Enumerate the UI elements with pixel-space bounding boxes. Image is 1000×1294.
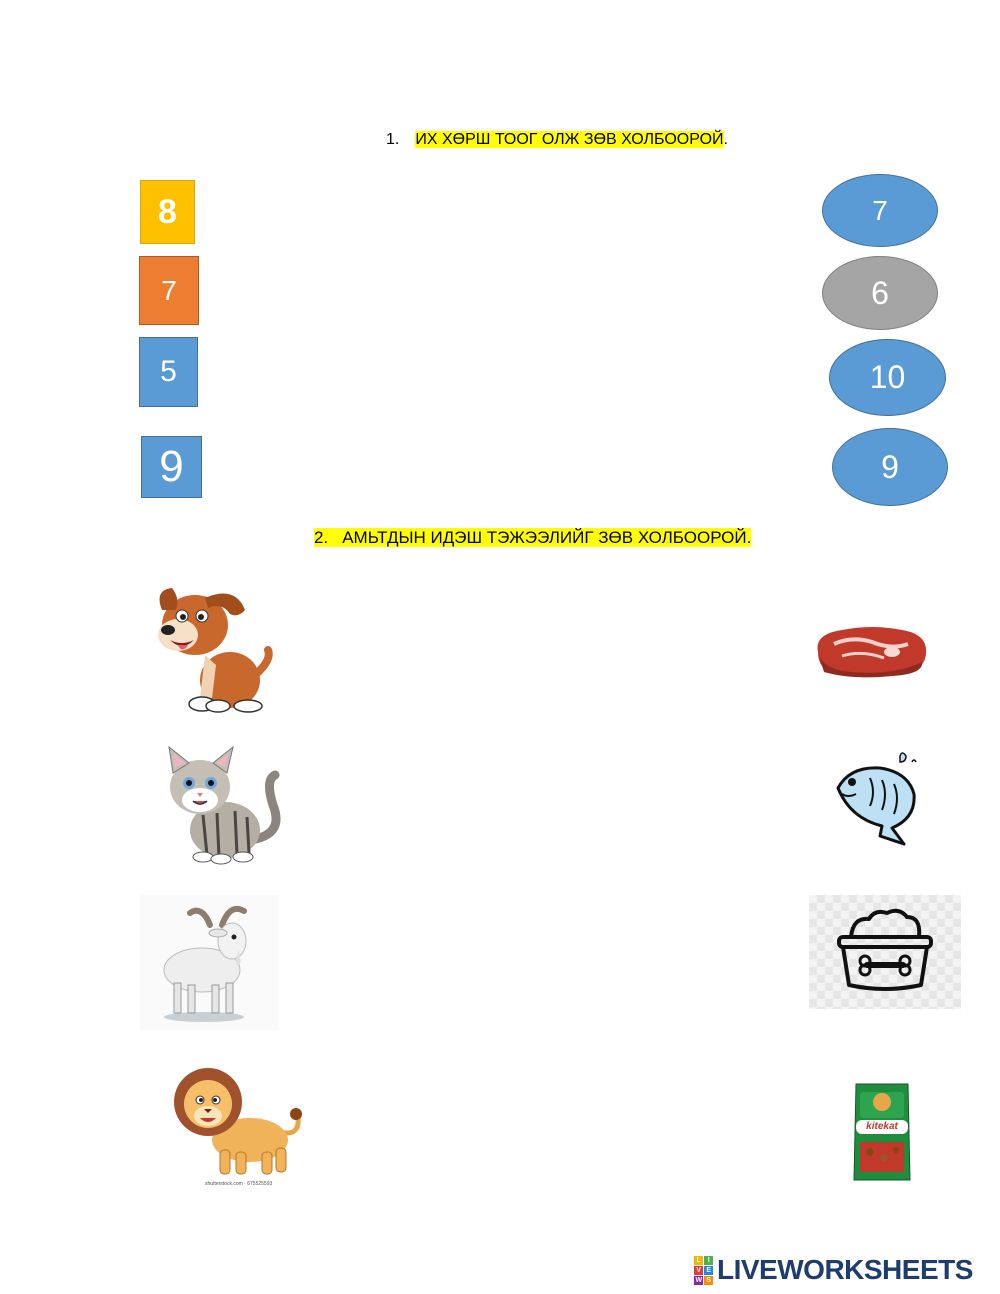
section2-number: 2. xyxy=(314,528,329,547)
lion-icon[interactable] xyxy=(170,1062,305,1192)
number-oval-7[interactable]: 7 xyxy=(822,174,938,247)
section1-title xyxy=(386,131,728,149)
section1-title-text: ИХ ХӨРШ ТООГ ОЛЖ ЗӨВ ХОЛБООРОЙ xyxy=(415,131,724,148)
section1-title-suffix: . xyxy=(723,131,728,148)
cat-food-bag-icon[interactable] xyxy=(850,1080,914,1185)
goat-icon[interactable] xyxy=(140,895,278,1030)
section1-number: 1. xyxy=(386,131,400,148)
section2-title-box xyxy=(314,528,751,547)
food-bag-label: kitekat xyxy=(866,1121,898,1132)
fish-icon[interactable] xyxy=(830,748,920,848)
meat-icon[interactable] xyxy=(812,622,930,680)
number-oval-10[interactable]: 10 xyxy=(829,339,946,416)
section2-title xyxy=(314,528,751,548)
brand-name: LIVEWORKSHEETS xyxy=(717,1254,973,1285)
dog-icon[interactable] xyxy=(150,580,275,715)
liveworksheets-logo[interactable] xyxy=(694,1254,973,1286)
section2-title-text: АМЬТДЫН ИДЭШ ТЭЖЭЭЛИЙГ ЗӨВ ХОЛБООРОЙ. xyxy=(342,528,752,547)
number-box-9[interactable]: 9 xyxy=(141,436,202,498)
number-oval-6[interactable]: 6 xyxy=(822,256,938,330)
number-oval-9[interactable]: 9 xyxy=(832,428,948,506)
brand-logo-mark: L I V E W S xyxy=(694,1256,713,1285)
cat-icon[interactable] xyxy=(155,745,285,865)
lion-caption: shutterstock.com · 675525593 xyxy=(205,1181,273,1187)
number-box-7[interactable]: 7 xyxy=(139,256,199,325)
pet-bowl-icon[interactable] xyxy=(809,895,961,1009)
number-box-5[interactable]: 5 xyxy=(139,337,198,407)
number-box-8[interactable]: 8 xyxy=(140,180,195,244)
